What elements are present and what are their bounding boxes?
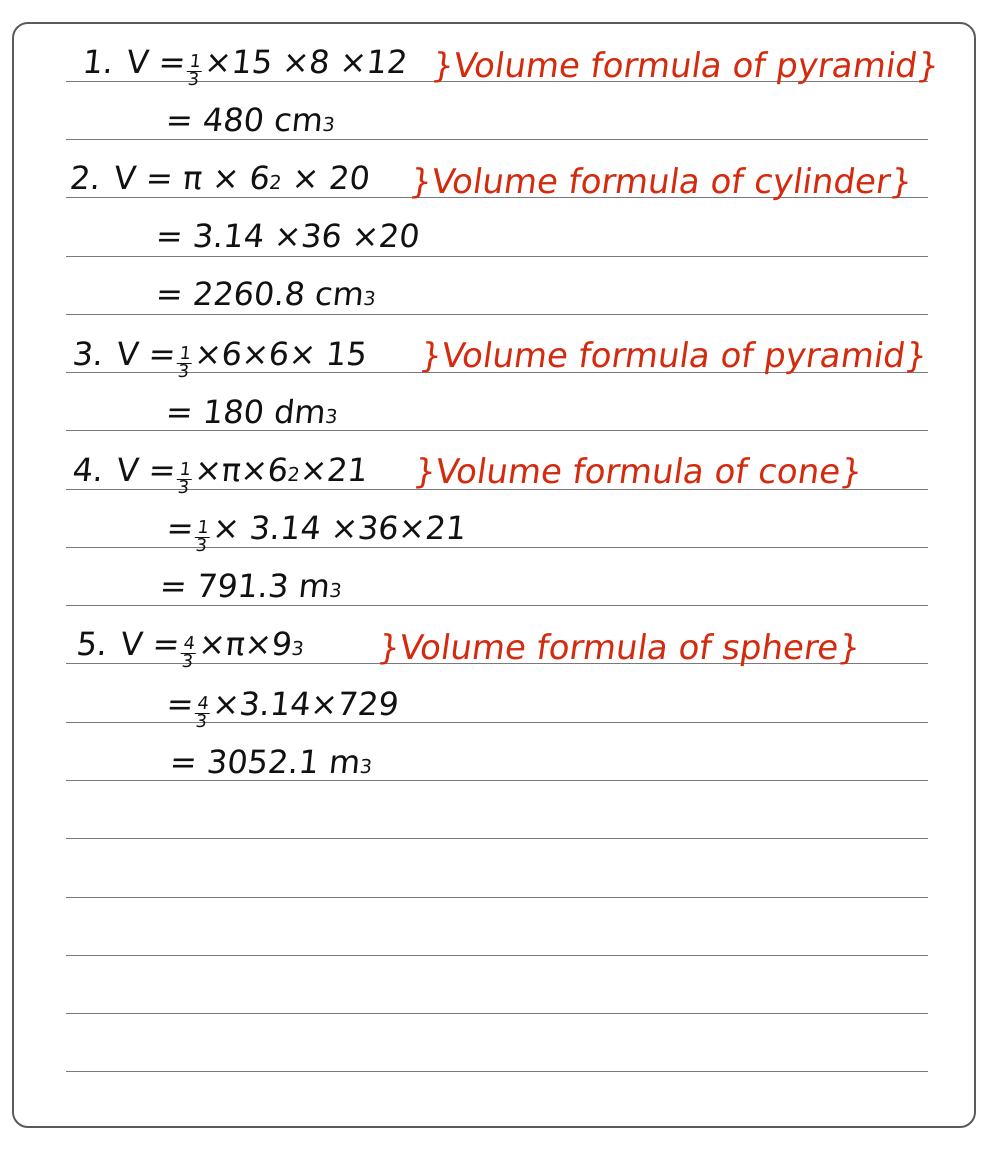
problem-4-line-2 [163, 508, 468, 562]
problem-5-annotation: }Volume formula of sphere} [375, 628, 863, 668]
fraction-numerator: 1 [177, 346, 194, 365]
equation-tail: ×21 [298, 451, 370, 489]
ruled-line [66, 1071, 928, 1072]
equation-prefix: = [168, 743, 199, 781]
ruled-line [66, 955, 928, 956]
problem-number: 5. [74, 625, 110, 663]
equation-prefix: = [158, 567, 189, 605]
ruled-line [66, 1013, 928, 1014]
equation-expression: × 3.14 ×36×21 [210, 509, 469, 547]
equation-prefix: = [154, 217, 185, 255]
equation-tail: × 20 [290, 159, 372, 197]
problem-1-annotation: }Volume formula of pyramid} [429, 46, 942, 86]
fraction [185, 51, 204, 91]
equation-expression: π × 6 [181, 159, 272, 197]
fraction [193, 517, 212, 557]
equation-prefix: V = [124, 43, 188, 81]
equation-prefix: = [164, 101, 195, 139]
fraction [175, 343, 194, 383]
fraction [175, 459, 194, 499]
ruled-line [66, 314, 928, 315]
problem-2-line-2 [154, 216, 422, 256]
equation-prefix: V = [114, 451, 178, 489]
problem-5-line-3: = 3052.1 m 3 [168, 743, 374, 781]
equation-prefix: = [164, 685, 196, 723]
fraction-denominator: 3 [194, 712, 208, 733]
ruled-line [66, 897, 928, 898]
problem-4-line-3: = 791.3 m 3 [158, 567, 343, 605]
fraction-denominator: 3 [176, 478, 190, 499]
equation-expression: 3052.1 m [204, 743, 363, 781]
equation-expression: ×6×6× 15 [192, 335, 369, 373]
ruled-line [66, 838, 928, 839]
problem-number: 3. [70, 335, 106, 373]
fraction-denominator: 3 [180, 652, 194, 673]
equation-expression: 180 dm [200, 393, 328, 431]
equation-prefix: V = [112, 159, 175, 197]
fraction-numerator: 4 [181, 636, 198, 655]
problem-4-line-1: 4. V = $\frac{1}{3}$ ×π×6 2 ×21 [70, 451, 370, 499]
fraction-denominator: 3 [194, 536, 208, 557]
equation-expression: 2260.8 cm [190, 275, 366, 313]
problem-5-line-1: 5. V = $\frac{4}{3}$ ×π×9 3 [74, 625, 306, 673]
equation-expression: 791.3 m [194, 567, 332, 605]
fraction-denominator: 3 [186, 70, 200, 91]
equation-prefix: = [164, 393, 195, 431]
problem-4-annotation: }Volume formula of cone} [411, 452, 865, 492]
equation-expression: 3.14 ×36 ×20 [190, 217, 422, 255]
problem-3-line-1 [69, 334, 369, 388]
problem-2-line-1: 2. V = π × 6 2 × 20 [68, 159, 372, 197]
equation-expression: 480 cm [200, 101, 325, 139]
fraction-numerator: 4 [194, 696, 211, 715]
fraction-numerator: 1 [177, 462, 194, 481]
problem-number: 4. [70, 451, 106, 489]
fraction [193, 693, 212, 733]
fraction-numerator: 1 [194, 520, 211, 539]
problem-number: 2. [68, 159, 103, 197]
problem-3-annotation: }Volume formula of pyramid} [417, 336, 930, 376]
problem-5-line-2 [163, 684, 401, 738]
problem-1-line-1 [79, 42, 409, 96]
equation-expression: ×3.14×729 [210, 685, 401, 723]
problem-2-line-3: = 2260.8 cm 3 [154, 275, 377, 313]
problem-2-annotation: }Volume formula of cylinder} [407, 162, 915, 202]
ruled-line [66, 256, 928, 257]
equation-prefix: = [164, 509, 196, 547]
equation-prefix: = [154, 275, 185, 313]
fraction [179, 633, 198, 673]
fraction-numerator: 1 [187, 54, 204, 73]
equation-prefix: V = [118, 625, 182, 663]
equation-expression: ×π×9 [196, 625, 295, 663]
problem-3-line-2: = 180 dm 3 [164, 393, 339, 431]
equation-expression: ×15 ×8 ×12 [202, 43, 410, 81]
equation-expression: ×π×6 [192, 451, 291, 489]
problem-number: 1. [80, 43, 116, 81]
fraction-denominator: 3 [176, 362, 190, 383]
equation-prefix: V = [114, 335, 178, 373]
problem-1-line-2: = 480 cm 3 [164, 101, 336, 139]
